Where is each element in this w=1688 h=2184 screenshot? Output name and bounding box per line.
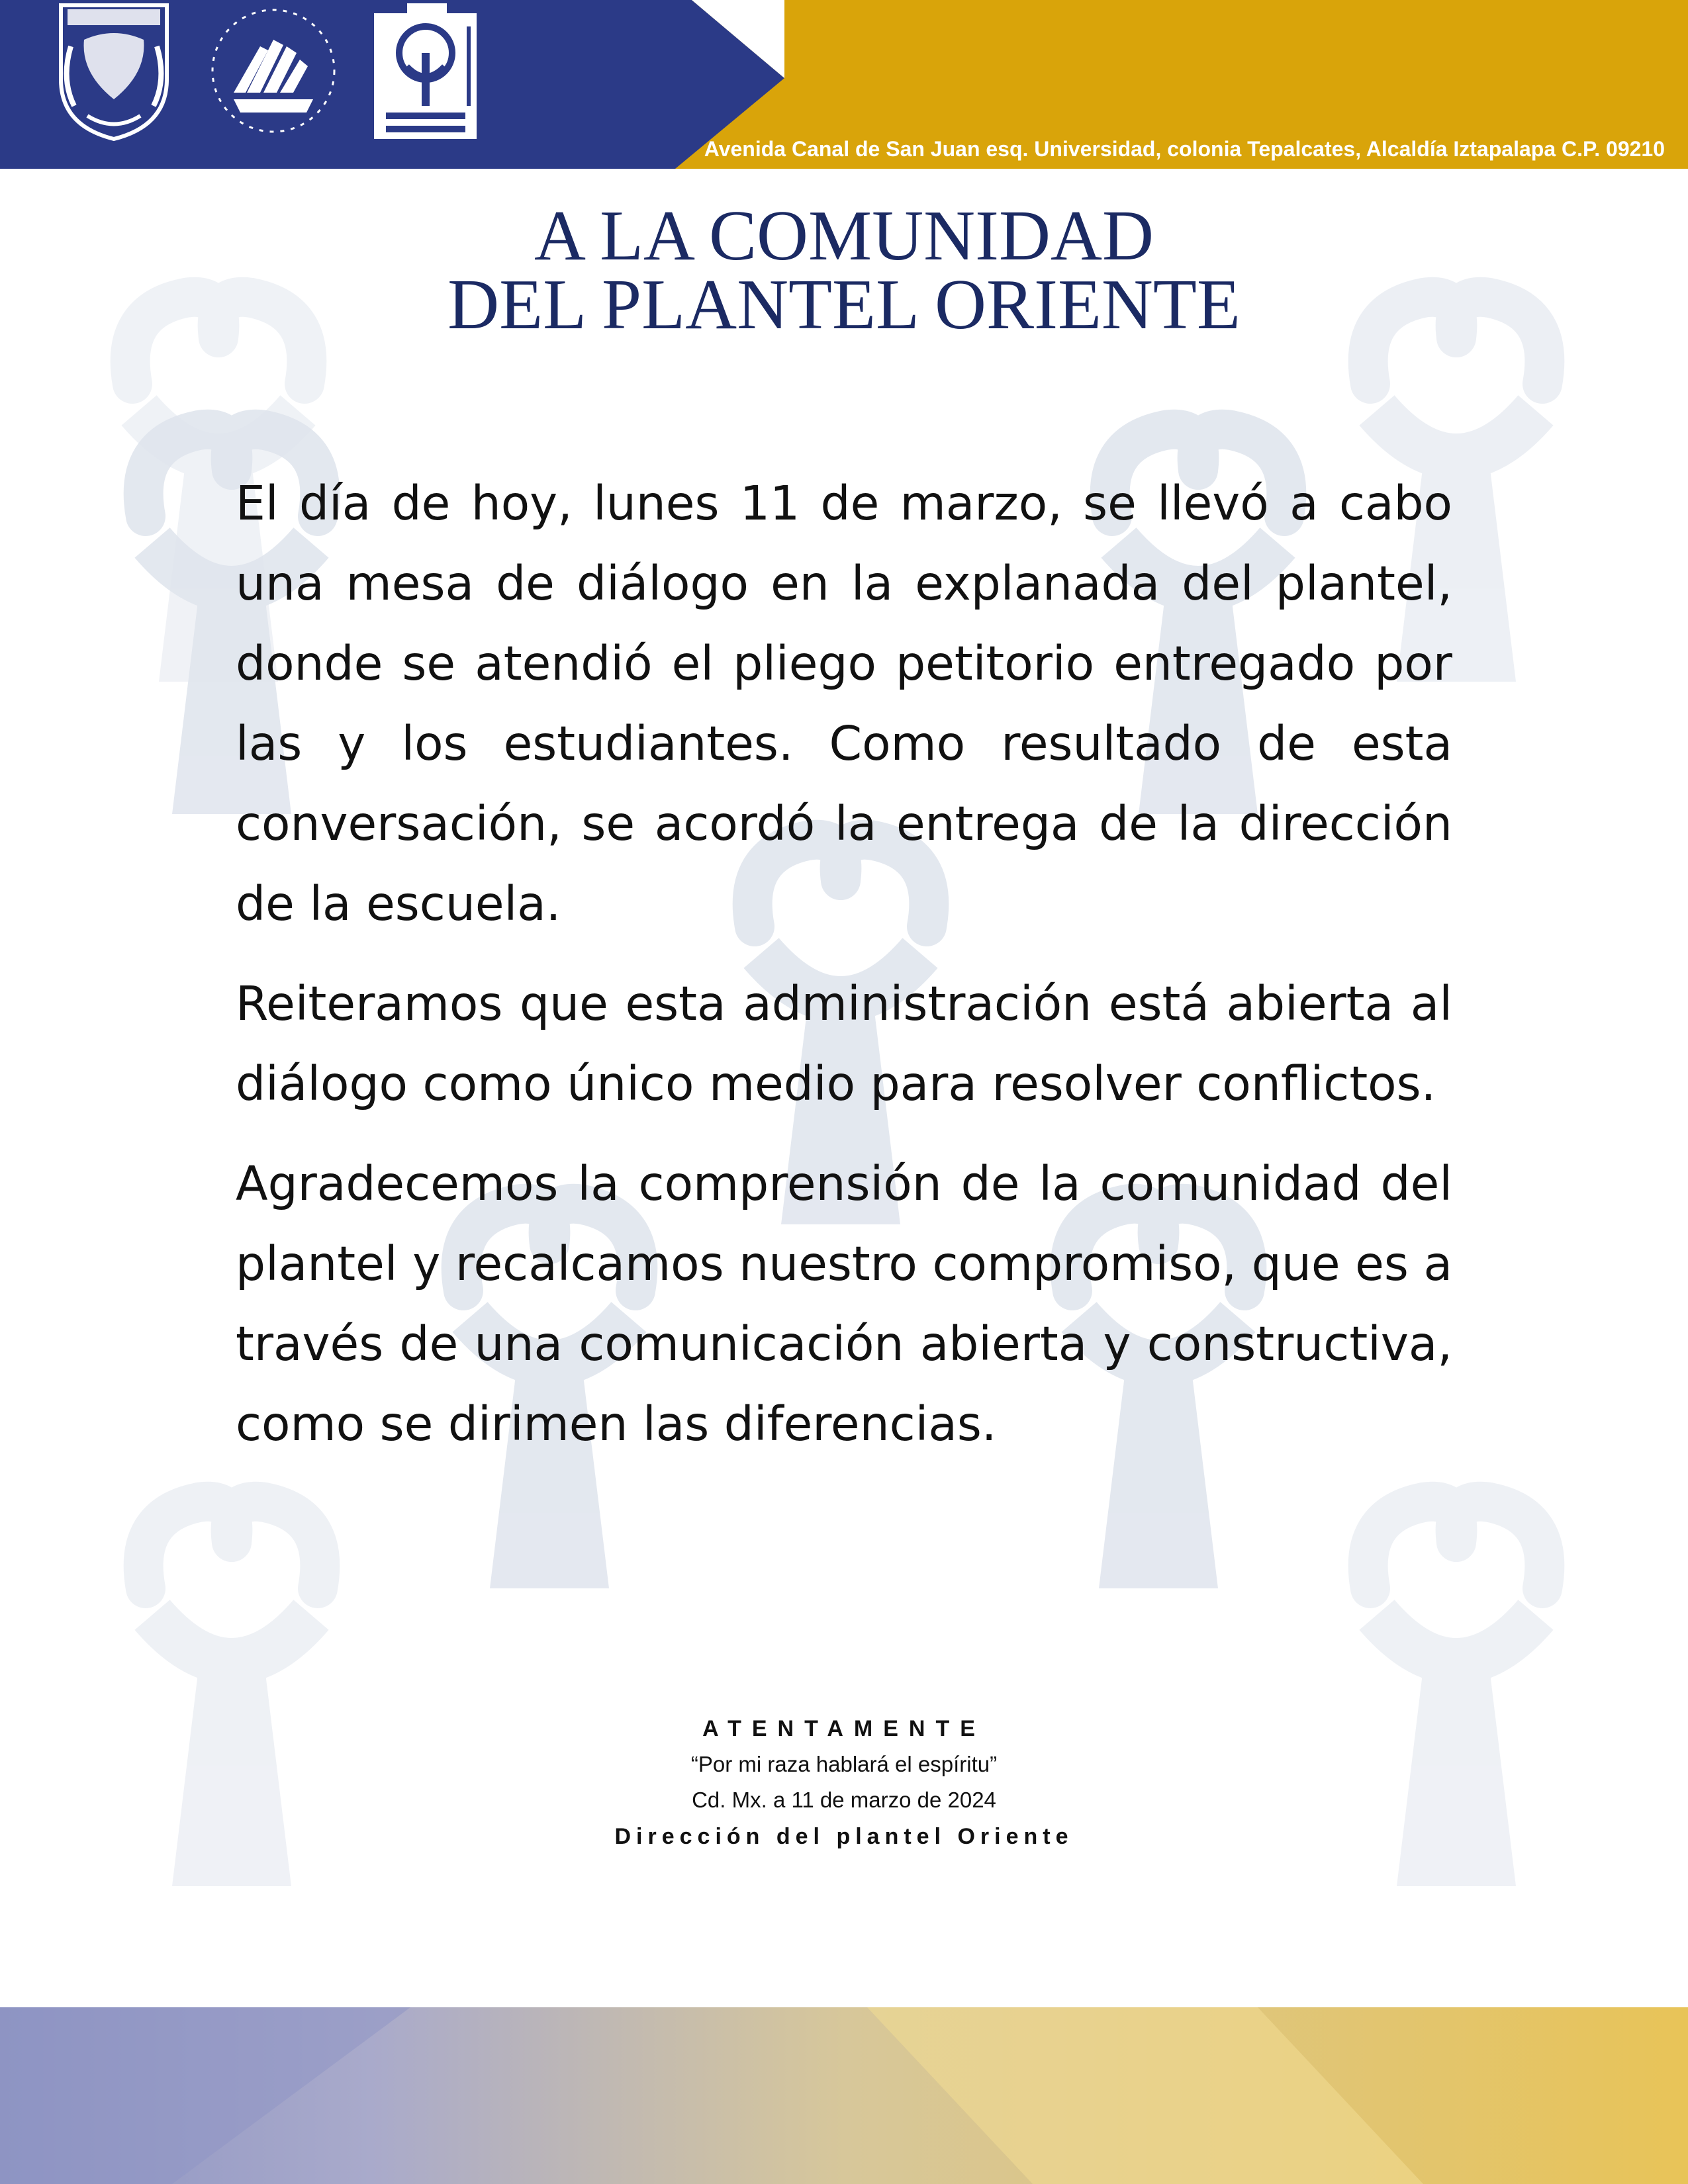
signer: Dirección del plantel Oriente	[614, 1824, 1074, 1849]
footer-band	[0, 2007, 1688, 2184]
paragraph-2: Reiteramos que esta administración está abierta al diálogo como único medio para resolver conflictos.	[236, 976, 1452, 1111]
statement-body	[236, 463, 1452, 1484]
header-address: Avenida Canal de San Juan esq. Universidad, colonia Tepalcates, Alcaldía Iztapalapa C.P. 09210	[704, 137, 1665, 161]
title-line-1: A LA COMUNIDAD	[534, 197, 1154, 275]
signature-block	[0, 1711, 1688, 1855]
page-title	[0, 197, 1688, 344]
title-line-2: DEL PLANTEL ORIENTE	[447, 265, 1241, 344]
paragraph-1: El día de hoy, lunes 11 de marzo, se llevó a cabo una mesa de diálogo en la explanada del plantel, donde se atendió el pliego petitorio entregado por las y los estudiantes. Como resultado de esta conversación, se acordó la entrega de la dirección de la escuela.	[236, 476, 1452, 931]
place-date: Cd. Mx. a 11 de marzo de 2024	[692, 1788, 996, 1812]
motto: “Por mi raza hablará el espíritu”	[690, 1752, 998, 1776]
sign-off: ATENTAMENTE	[702, 1716, 986, 1741]
paragraph-3: Agradecemos la comprensión de la comunidad del plantel y recalcamos nuestro compromiso, que es a través de una comunicación abierta y constructiva, como se dirimen las diferencias.	[236, 1156, 1452, 1451]
